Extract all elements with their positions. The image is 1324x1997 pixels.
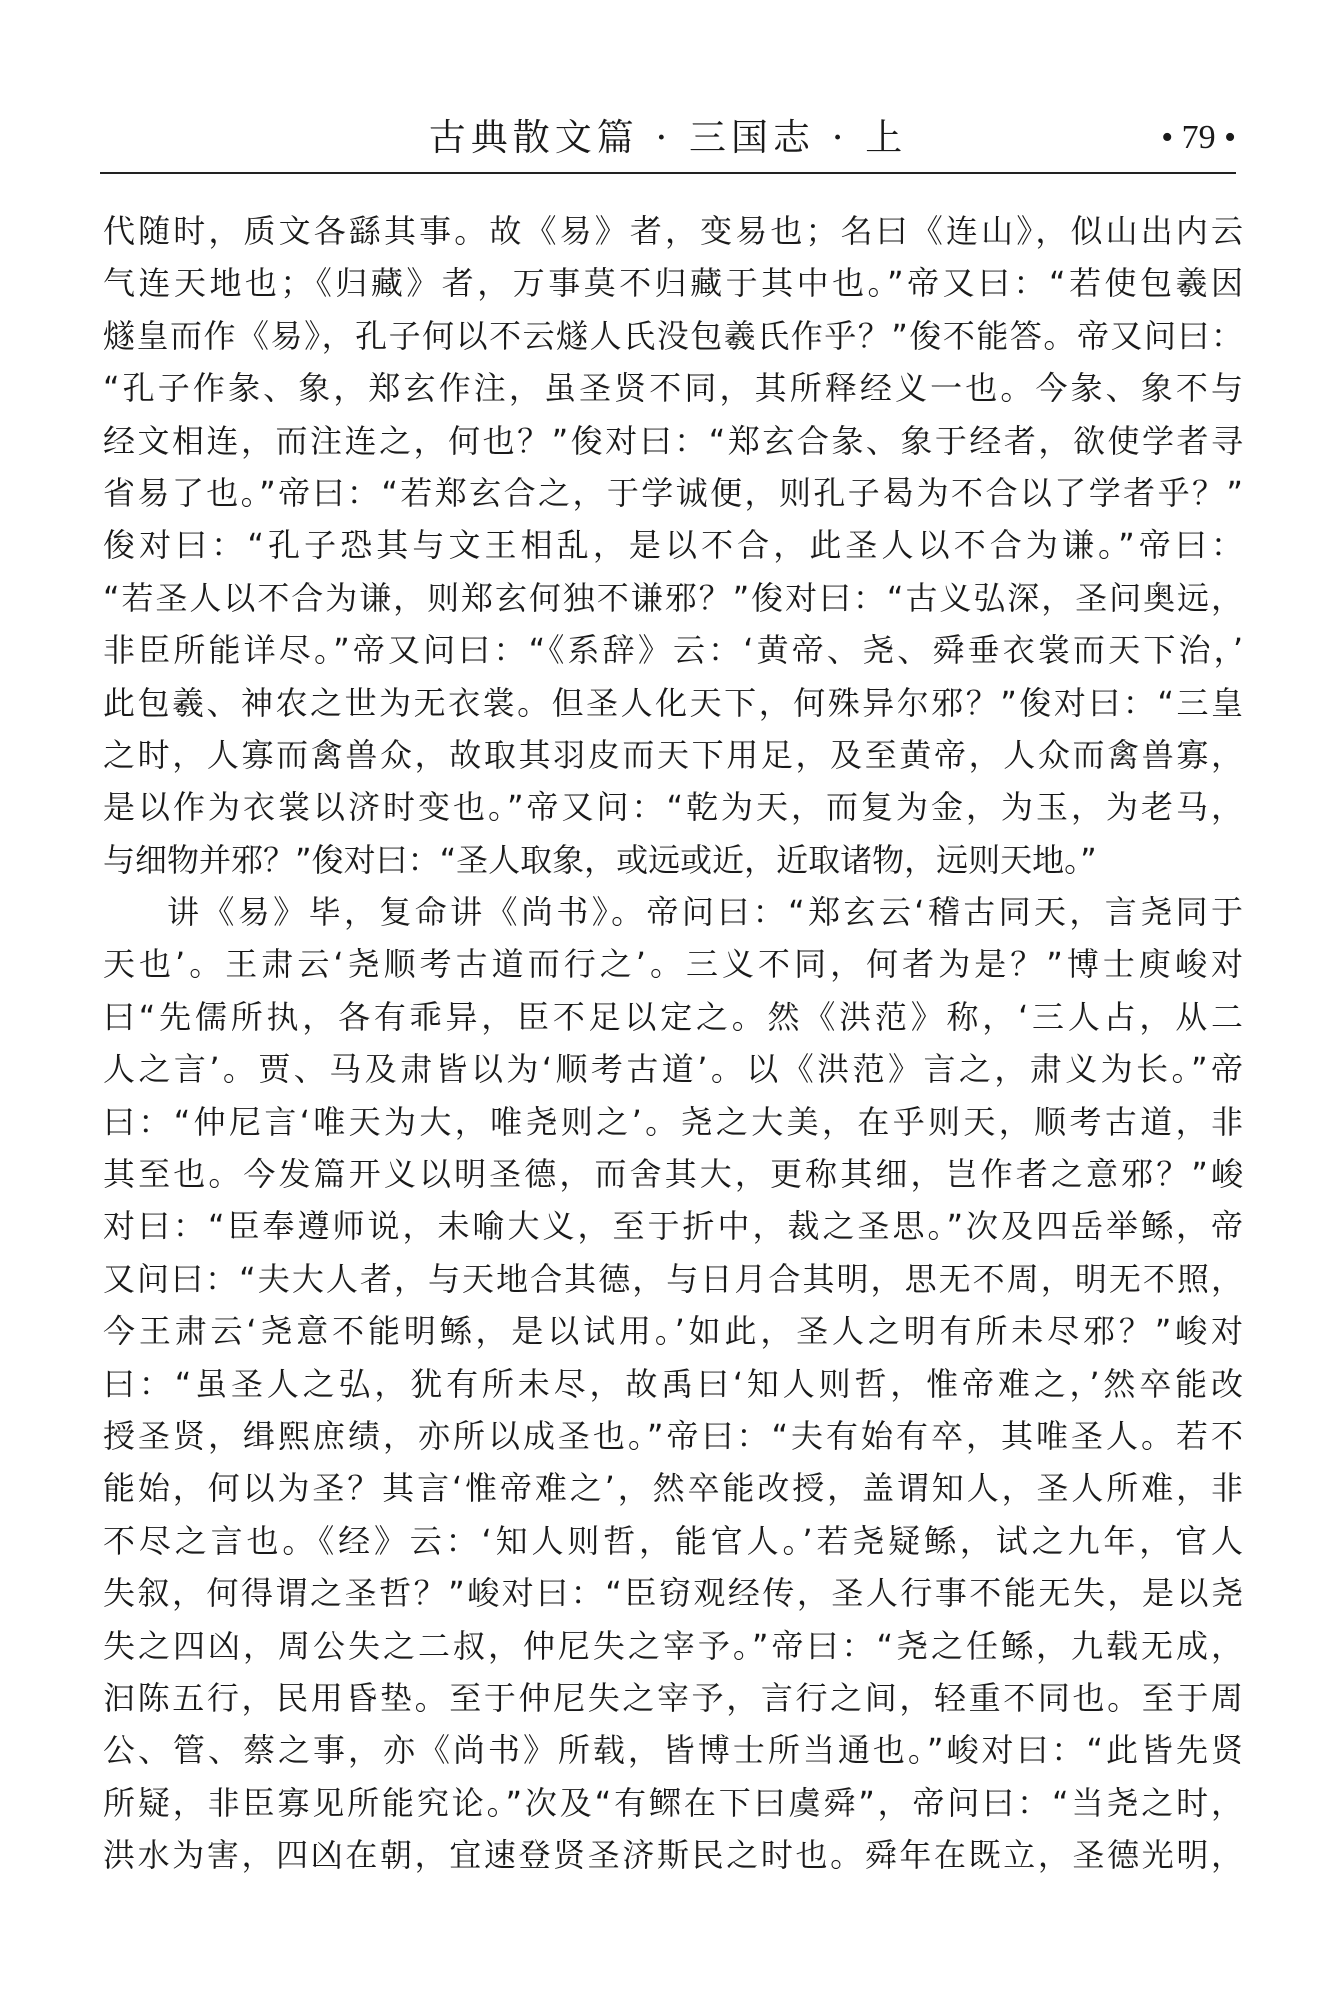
text-line: 曰：“虽圣人之弘，犹有所未尽，故禹曰‘知人则哲，惟帝难之，’然卒能改 [103, 1364, 1243, 1403]
text-line: 曰：“仲尼言‘唯天为大，唯尧则之’。尧之大美，在乎则天，顺考古道，非 [103, 1102, 1243, 1141]
text-line: 人之言’。贾、马及肃皆以为‘顺考古道’。以《洪范》言之，肃义为长。”帝 [103, 1050, 1243, 1089]
text-line: 代随时，质文各繇其事。故《易》者，变易也；名曰《连山》，似山出内云 [103, 212, 1243, 250]
text-line: 公、管、蔡之事，亦《尚书》所载，皆博士所当通也。”峻对曰：“此皆先贤 [103, 1731, 1243, 1770]
text-line: 气连天地也；《归藏》者，万事莫不归藏于其中也。”帝又曰：“若使包羲因 [103, 264, 1243, 303]
text-line: 不尽之言也。《经》云：‘知人则哲，能官人。’若尧疑鲧，试之九年，官人 [103, 1521, 1243, 1560]
text-line: 授圣贤，缉熙庶绩，亦所以成圣也。”帝曰：“夫有始有卒，其唯圣人。若不 [103, 1416, 1243, 1455]
text-line: 此包羲、神农之世为无衣裳。但圣人化天下，何殊异尔邪？”俊对曰：“三皇 [103, 683, 1243, 722]
text-line: 失叙，何得谓之圣哲？”峻对曰：“臣窃观经传，圣人行事不能无失，是以尧 [103, 1574, 1243, 1613]
text-line-paragraph-end: 与细物并邪？”俊对曰：“圣人取象，或远或近，近取诸物，远则天地。” [103, 840, 1097, 879]
text-line: “孔子作彖、象，郑玄作注，虽圣贤不同，其所释经义一也。今彖、象不与 [103, 369, 1243, 408]
text-line: 省易了也。”帝曰：“若郑玄合之，于学诚便，则孔子曷为不合以了学者乎？” [103, 473, 1243, 512]
body-text [103, 205, 1243, 1882]
header-divider [100, 172, 1236, 174]
text-line: 今王肃云‘尧意不能明鲧，是以试用。’如此，圣人之明有所未尽邪？”峻对 [103, 1312, 1243, 1351]
text-line: 之时，人寡而禽兽众，故取其羽皮而天下用足，及至黄帝，人众而禽兽寡， [103, 735, 1243, 774]
text-line: 失之四凶，周公失之二叔，仲尼失之宰予。”帝曰：“尧之任鲧，九载无成， [103, 1626, 1243, 1665]
text-line: 天也’。王肃云‘尧顺考古道而行之’。三义不同，何者为是？”博士庾峻对 [103, 945, 1243, 984]
page-number: • 79 • [1161, 119, 1236, 156]
text-line: “若圣人以不合为谦，则郑玄何独不谦邪？”俊对曰：“古义弘深，圣问奥远， [103, 578, 1243, 617]
text-line: 洪水为害，四凶在朝，宜速登贤圣济斯民之时也。舜年在既立，圣德光明， [103, 1836, 1243, 1875]
text-line: 燧皇而作《易》，孔子何以不云燧人氏没包羲氏作乎？”俊不能答。帝又问曰： [103, 316, 1243, 355]
text-line: 俊对曰：“孔子恐其与文王相乱，是以不合，此圣人以不合为谦。”帝曰： [103, 526, 1243, 565]
page-header [100, 108, 1236, 168]
text-line: 所疑，非臣寡见所能究论。”次及“有鳏在下曰虞舜”，帝问曰：“当尧之时， [103, 1783, 1243, 1822]
text-line: 经文相连，而注连之，何也？”俊对曰：“郑玄合彖、象于经者，欲使学者寻 [103, 421, 1243, 460]
text-line: 曰“先儒所执，各有乖异，臣不足以定之。然《洪范》称，‘三人占，从二 [103, 997, 1243, 1036]
text-line-paragraph-start: 讲《易》毕，复命讲《尚书》。帝问曰：“郑玄云‘稽古同天，言尧同于 [167, 893, 1243, 932]
text-line: 其至也。今发篇开义以明圣德，而舍其大，更称其细，岂作者之意邪？”峻 [103, 1155, 1243, 1194]
text-line: 是以作为衣裳以济时变也。”帝又问：“乾为天，而复为金，为玉，为老马， [103, 788, 1243, 827]
text-line: 能始，何以为圣？其言‘惟帝难之’，然卒能改授，盖谓知人，圣人所难，非 [103, 1469, 1243, 1508]
text-line: 对曰：“臣奉遵师说，未喻大义，至于折中，裁之圣思。”次及四岳举鲧，帝 [103, 1207, 1243, 1246]
text-line: 又问曰：“夫大人者，与天地合其德，与日月合其明，思无不周，明无不照， [103, 1259, 1243, 1298]
text-line: 汩陈五行，民用昏垫。至于仲尼失之宰予，言行之间，轻重不同也。至于周 [103, 1678, 1243, 1717]
running-title: 古典散文篇 · 三国志 · 上 [428, 116, 908, 159]
text-line: 非臣所能详尽。”帝又问曰：“《系辞》云：‘黄帝、尧、舜垂衣裳而天下治，’ [103, 631, 1243, 670]
